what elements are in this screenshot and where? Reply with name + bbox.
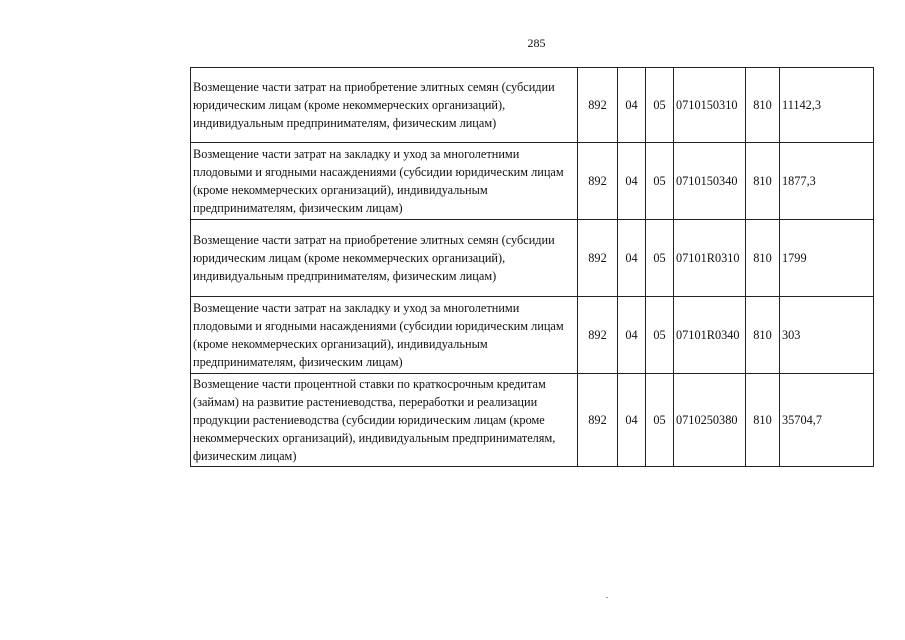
subsection-code: 05	[646, 220, 674, 297]
amount-value: 303	[780, 297, 874, 374]
table-row	[191, 297, 874, 374]
expense-type-code: 810	[746, 220, 780, 297]
amount-value: 11142,3	[780, 68, 874, 143]
target-article-code: 0710150310	[674, 68, 746, 143]
table-row	[191, 68, 874, 143]
ministry-code: 892	[578, 143, 618, 220]
ministry-code: 892	[578, 220, 618, 297]
page-number: 285	[527, 36, 546, 50]
row-description: Возмещение части затрат на приобретение элитных семян (субсидии юридическим лицам (кроме некоммерческих организаций), индивидуальным предпринимателям, физическим лицам)	[191, 220, 578, 297]
section-code: 04	[618, 143, 646, 220]
target-article-code: 0710150340	[674, 143, 746, 220]
expense-type-code: 810	[746, 297, 780, 374]
section-code: 04	[618, 220, 646, 297]
expense-type-code: 810	[746, 143, 780, 220]
subsection-code: 05	[646, 374, 674, 467]
row-description: Возмещение части затрат на закладку и уход за многолетними плодовыми и ягодными насаждениями (субсидии юридическим лицам (кроме некоммерческих организаций), индивидуальным предпринимателям, физическим лицам)	[191, 297, 578, 374]
scan-speck	[606, 597, 608, 598]
target-article-code: 0710250380	[674, 374, 746, 467]
section-code: 04	[618, 297, 646, 374]
section-code: 04	[618, 68, 646, 143]
row-description: Возмещение части затрат на закладку и уход за многолетними плодовыми и ягодными насаждениями (субсидии юридическим лицам (кроме некоммерческих организаций), индивидуальным предпринимателям, физическим лицам)	[191, 143, 578, 220]
ministry-code: 892	[578, 374, 618, 467]
ministry-code: 892	[578, 68, 618, 143]
row-description: Возмещение части процентной ставки по краткосрочным кредитам (займам) на развитие растениеводства, переработки и реализации продукции растениеводства (субсидии юридическим лицам (кроме некоммерческих организаций), индивидуальным предпринимателям, физическим лицам)	[191, 374, 578, 467]
amount-value: 1877,3	[780, 143, 874, 220]
row-description: Возмещение части затрат на приобретение элитных семян (субсидии юридическим лицам (кроме некоммерческих организаций), индивидуальным предпринимателям, физическим лицам)	[191, 68, 578, 143]
expense-type-code: 810	[746, 68, 780, 143]
table-row	[191, 374, 874, 467]
subsection-code: 05	[646, 297, 674, 374]
table-row	[191, 143, 874, 220]
target-article-code: 07101R0310	[674, 220, 746, 297]
amount-value: 35704,7	[780, 374, 874, 467]
subsection-code: 05	[646, 68, 674, 143]
amount-value: 1799	[780, 220, 874, 297]
budget-table	[190, 67, 874, 467]
expense-type-code: 810	[746, 374, 780, 467]
target-article-code: 07101R0340	[674, 297, 746, 374]
subsection-code: 05	[646, 143, 674, 220]
section-code: 04	[618, 374, 646, 467]
ministry-code: 892	[578, 297, 618, 374]
table-row	[191, 220, 874, 297]
